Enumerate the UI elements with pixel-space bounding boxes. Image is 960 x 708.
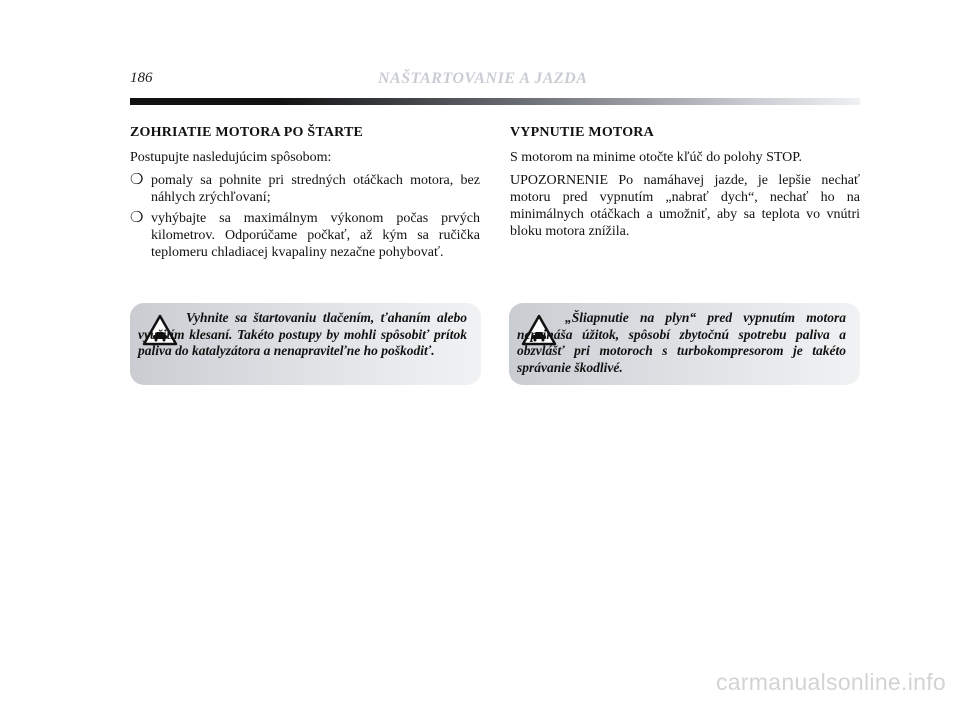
paragraph-stop: S motorom na minime otočte kľúč do polohy STOP. — [510, 150, 803, 165]
bullet-circle-icon: ❍ — [130, 172, 144, 188]
warning-box-revving — [509, 303, 860, 385]
left-column — [130, 124, 480, 265]
intro-text: Postupujte nasledujúcim spôsobom: — [130, 150, 332, 165]
section-title: NAŠTARTOVANIE A JAZDA — [378, 70, 588, 87]
list-item — [130, 172, 480, 206]
watermark: carmanualsonline.info — [715, 669, 946, 695]
warning-text: „Šliapnutie na plyn“ pred vypnutím motora neprináša úžitok, spôsobí zbytočnú spotrebu paliva a obzvlášť pri motoroch s turbokompresorom je takéto správanie škodlivé. — [517, 310, 846, 375]
bullet-circle-icon: ❍ — [130, 210, 144, 226]
list-item-text: pomaly sa pohnite pri stredných otáčkach motora, bez náhlych zrýchľovaní; — [151, 173, 480, 205]
list-item-text: vyhýbajte sa maximálnym výkonom počas prvých kilometrov. Odporúčame počkať, až kým sa ručička teplomeru chladiacej kvapaliny nezačne pohybovať. — [151, 211, 480, 260]
header-rule — [130, 98, 860, 105]
paragraph-caution: UPOZORNENIE Po namáhavej jazde, je lepšie nechať motoru pred vypnutím „nabrať dych“, nechať ho na minimálnych otáčkach a umožniť, aby sa teplota vo vnútri bloku motora znížila. — [510, 173, 860, 239]
list-item — [130, 210, 480, 261]
warning-text: Vyhnite sa štartovaniu tlačením, ťahaním alebo využitím klesaní. Takéto postupy by mohli spôsobiť prítok paliva do katalyzátora a nenapraviteľne ho poškodiť. — [138, 310, 467, 358]
page-number: 186 — [130, 70, 153, 86]
heading-engine-warmup: ZOHRIATIE MOTORA PO ŠTARTE — [130, 125, 364, 140]
bullet-list — [130, 172, 480, 261]
heading-engine-shutdown: VYPNUTIE MOTORA — [510, 125, 654, 140]
right-column — [510, 124, 860, 246]
warning-box-push-start — [130, 303, 481, 385]
